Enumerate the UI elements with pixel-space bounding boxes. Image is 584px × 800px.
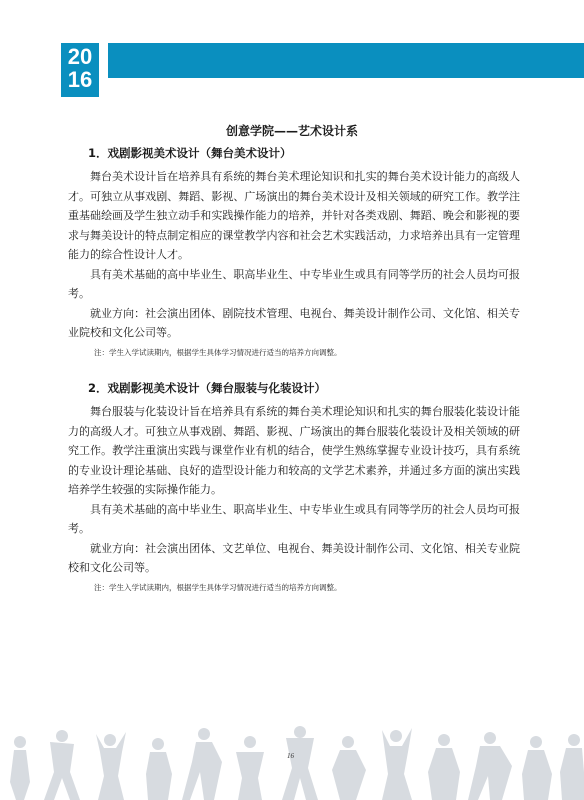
section-costume-makeup-design <box>68 381 520 595</box>
header-bar <box>108 43 584 78</box>
section-heading: 1．戏剧影视美术设计（舞台美术设计） <box>88 146 292 160</box>
year-bottom: 16 <box>67 67 93 92</box>
page-title: 创意学院——艺术设计系 <box>225 124 358 138</box>
paragraph: 舞台服装与化装设计旨在培养具有系统的舞台美术理论知识和扎实的舞台服装化装设计能力的高级人才。可独立从事戏剧、舞蹈、影视、广场演出的舞台服装化装设计及相关领域的研究工作。教学注重演出实践与课堂作业有机的结合，使学生熟练掌握专业设计技巧，具有系统的专业设计理论基础、良好的造型设计能力和较高的文学艺术素养，并通过多方面的演出实践培养学生较强的实际操作能力。 <box>68 405 520 496</box>
section-heading: 2．戏剧影视美术设计（舞台服装与化装设计） <box>88 381 326 395</box>
paragraph: 就业方向：社会演出团体、文艺单位、电视台、舞美设计制作公司、文化馆、相关专业院校和文化公司等。 <box>68 541 520 574</box>
note: 注：学生入学试读期内，根据学生具体学习情况进行适当的培养方向调整。 <box>94 347 342 357</box>
paragraph: 具有美术基础的高中毕业生、职高毕业生、中专毕业生或具有同等学历的社会人员均可报考。 <box>68 502 520 535</box>
section-stage-design <box>68 146 520 360</box>
year-top: 20 <box>67 44 93 69</box>
year-badge <box>61 43 99 97</box>
paragraph: 就业方向：社会演出团体、剧院技术管理、电视台、舞美设计制作公司、文化馆、相关专业院校和文化公司等。 <box>68 306 520 339</box>
paragraph: 舞台美术设计旨在培养具有系统的舞台美术理论知识和扎实的舞台美术设计能力的高级人才。可独立从事戏剧、舞蹈、影视、广场演出的舞台美术设计及相关领域的研究工作。教学注重基础绘画及学生独立动手和实践操作能力的培养，并针对各类戏剧、舞蹈、晚会和影视的要求与舞美设计的特点制定相应的课堂教学内容和社会艺术实践活动，力求培养出具有一定管理能力的综合性设计人才。 <box>68 170 520 261</box>
page-number: 16 <box>287 752 294 760</box>
note: 注：学生入学试读期内，根据学生具体学习情况进行适当的培养方向调整。 <box>94 582 342 592</box>
paragraph: 具有美术基础的高中毕业生、职高毕业生、中专毕业生或具有同等学历的社会人员均可报考。 <box>68 267 520 300</box>
